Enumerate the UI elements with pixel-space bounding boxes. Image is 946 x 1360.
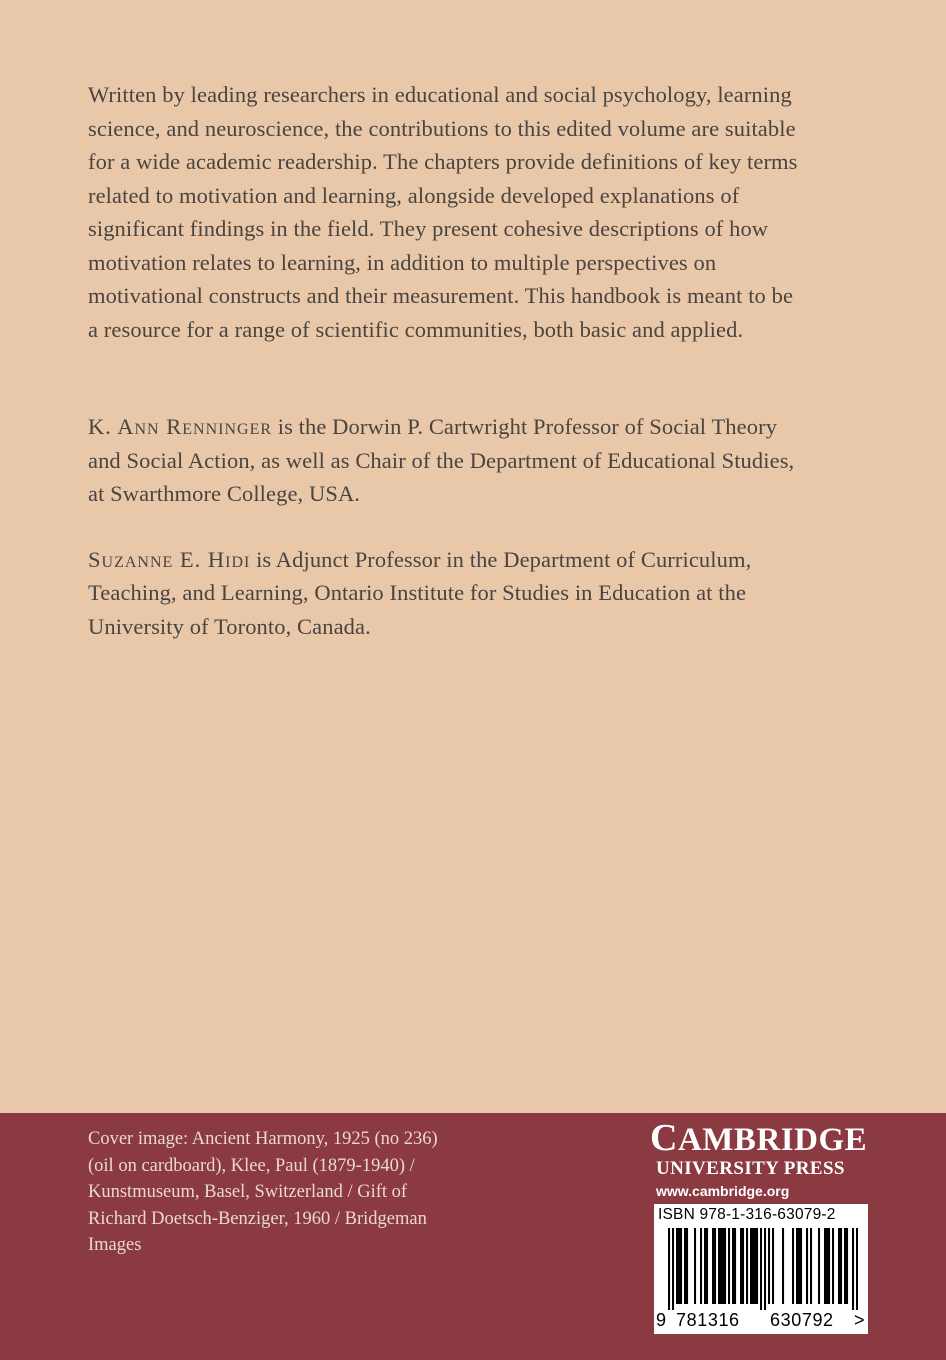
barcode-bar [732, 1228, 734, 1304]
barcode-bar [712, 1228, 714, 1304]
barcode-bar [734, 1228, 736, 1304]
description-block [88, 78, 808, 643]
barcode-guard-bar [672, 1228, 674, 1310]
barcode-bar [844, 1228, 846, 1304]
barcode-bar [828, 1228, 830, 1304]
isbn-barcode [654, 1204, 868, 1334]
publisher-logo [650, 1117, 870, 1202]
barcode-bar [718, 1228, 720, 1304]
barcode-bar [818, 1228, 820, 1304]
barcode-bar [840, 1228, 842, 1304]
barcode-digits [654, 1310, 868, 1332]
barcode-digits-right: 630792 [770, 1310, 834, 1330]
publisher-name-rest: AMBRIDGE [677, 1122, 868, 1158]
barcode-bar [798, 1228, 800, 1304]
barcode-bar [782, 1228, 784, 1304]
barcode-bar [750, 1228, 752, 1304]
barcode-bar [838, 1228, 840, 1304]
barcode-guard-bar [856, 1228, 858, 1310]
barcode-bar [686, 1228, 688, 1304]
barcode-bar [832, 1228, 834, 1304]
barcode-bar [768, 1228, 770, 1304]
barcode-bar [752, 1228, 754, 1304]
barcode-bar [824, 1228, 826, 1304]
barcode-bar [826, 1228, 828, 1304]
barcode-bars [668, 1228, 858, 1310]
editor-bio-renninger [88, 410, 808, 511]
barcode-guard-bar [852, 1228, 854, 1310]
barcode-bar [714, 1228, 716, 1304]
isbn-label: ISBN 978-1-316-63079-2 [658, 1206, 836, 1223]
barcode-bar [680, 1228, 682, 1304]
barcode-bar [740, 1228, 742, 1304]
barcode-bar [728, 1228, 730, 1304]
barcode-bar [722, 1228, 724, 1304]
barcode-bar [746, 1228, 748, 1304]
editor-bio-hidi [88, 543, 808, 644]
cover-image-credit: Cover image: Ancient Harmony, 1925 (no 236) (oil on cardboard), Klee, Paul (1879-1940) / Kunstmuseum, Basel, Switzerland / Gift of Richard Doetsch-Benziger, 1960 / Bridgeman Images [88, 1129, 438, 1255]
barcode-bar [800, 1228, 802, 1304]
editor-bio-text: is Adjunct Professor in the Department of Curriculum, Teaching, and Learning, Ontario Institute for Studies in Education at the University of Toronto, Canada. [88, 546, 752, 639]
barcode-bar [742, 1228, 744, 1304]
barcode-bar [756, 1228, 758, 1304]
barcode-bar [846, 1228, 848, 1304]
publisher-name-initial: C [650, 1117, 678, 1159]
barcode-bar [806, 1228, 808, 1304]
barcode-bar [724, 1228, 726, 1304]
editor-bio-text: is the Dorwin P. Cartwright Professor of Social Theory and Social Action, as well as Chair of the Department of Educational Studies, at Swarthmore College, USA. [88, 414, 795, 506]
barcode-digit-lead: 9 [656, 1310, 667, 1330]
barcode-bar [720, 1228, 722, 1304]
barcode-bar [706, 1228, 708, 1304]
barcode-bar [772, 1228, 774, 1304]
barcode-bar [796, 1228, 798, 1304]
barcode-bar [792, 1228, 794, 1304]
editor-name: K. Ann Renninger [88, 414, 273, 439]
barcode-bar [754, 1228, 756, 1304]
publisher-name [650, 1117, 870, 1159]
barcode-digits-left: 781316 [676, 1310, 740, 1330]
publisher-url: www.cambridge.org [656, 1183, 790, 1199]
barcode-bar [700, 1228, 702, 1304]
barcode-bar [694, 1228, 696, 1304]
barcode-quiet-mark: > [854, 1310, 866, 1330]
barcode-bar [676, 1228, 678, 1304]
barcode-guard-bar [668, 1228, 670, 1310]
barcode-bar [684, 1228, 686, 1304]
barcode-guard-bar [764, 1228, 766, 1310]
barcode-bar [704, 1228, 706, 1304]
barcode-guard-bar [760, 1228, 762, 1310]
barcode-bar [678, 1228, 680, 1304]
editor-name: Suzanne E. Hidi [88, 546, 251, 572]
publisher-subtitle: UNIVERSITY PRESS [656, 1158, 845, 1179]
barcode-bar [810, 1228, 812, 1304]
blurb-text: Written by leading researchers in educational and social psychology, learning science, and neuroscience, the contributions to this edited volume are suitable for a wide academic readership. The chapters provide definitions of key terms related to motivation and learning, alongside developed explanations of significant findings in the field. They present cohesive descriptions of how motivation relates to learning, in addition to multiple perspectives on motivational constructs and their measurement. This handbook is meant to be a resource for a range of scientific communities, both basic and applied. [88, 82, 798, 342]
